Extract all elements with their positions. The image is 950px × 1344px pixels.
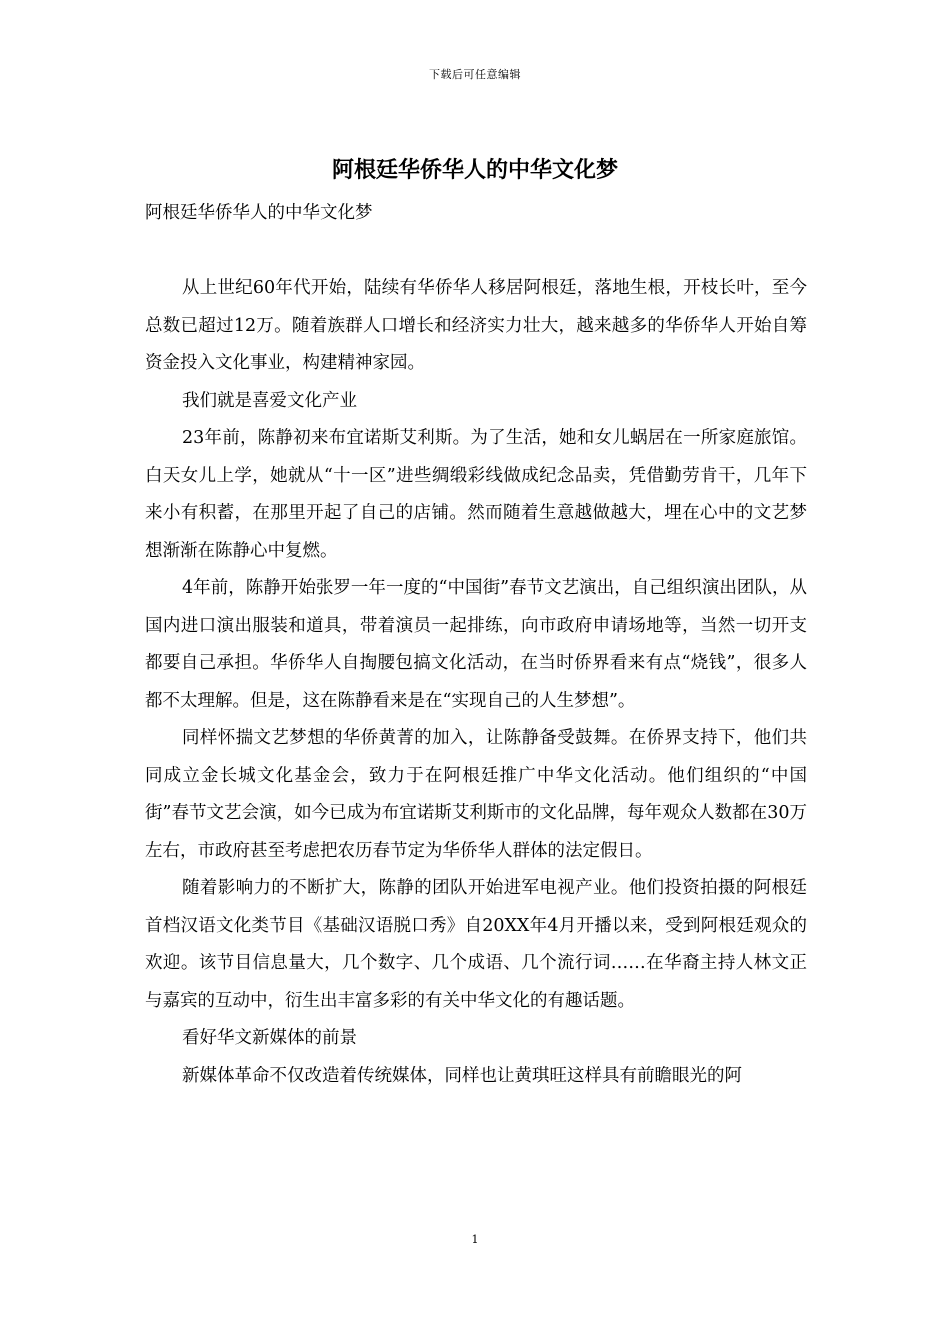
- blank-line: [145, 233, 807, 271]
- page-header-note: 下载后可任意编辑: [429, 68, 521, 81]
- body-paragraph: 23年前，陈静初来布宜诺斯艾利斯。为了生活，她和女儿蜗居在一所家庭旅馆。白天女儿上学，她就从“十一区”进些绸缎彩线做成纪念品卖，凭借勤劳肯干，几年下来小有积蓄，在那里开起了自己的店铺。然而随着生意越做越大，埋在心中的文艺梦想渐渐在陈静心中复燃。: [145, 428, 807, 561]
- body-paragraph: 4年前，陈静开始张罗一年一度的“中国街”春节文艺演出，自己组织演出团队，从国内进口演出服装和道具，带着演员一起排练，向市政府申请场地等，当然一切开支都要自己承担。华侨华人自掏腰包搞文化活动，在当时侨界看来有点“烧钱”，很多人都不太理解。但是，这在陈静看来是在“实现自己的人生梦想”。: [145, 578, 807, 711]
- document-title: 阿根廷华侨华人的中华文化梦: [331, 158, 618, 183]
- body-paragraph: 从上世纪60年代开始，陆续有华侨华人移居阿根廷，落地生根，开枝长叶，至今总数已超过12万。随着族群人口增长和经济实力壮大，越来越多的华侨华人开始自筹资金投入文化事业，构建精神家园。: [145, 278, 807, 373]
- body-paragraph: 新媒体革命不仅改造着传统媒体，同样也让黄琪旺这样具有前瞻眼光的阿: [182, 1065, 742, 1086]
- section-heading: 看好华文新媒体的前景: [182, 1028, 357, 1048]
- section-heading: 我们就是喜爱文化产业: [182, 390, 357, 411]
- page-number: 1: [471, 1233, 479, 1246]
- body-paragraph: 随着影响力的不断扩大，陈静的团队开始进军电视产业。他们投资拍摄的阿根廷首档汉语文化类节目《基础汉语脱口秀》自20XX年4月开播以来，受到阿根廷观众的欢迎。该节目信息量大，几个数字、几个成语、几个流行词……在华裔主持人林文正与嘉宾的互动中，衍生出丰富多彩的有关中华文化的有趣话题。: [145, 878, 807, 1011]
- document-body: [145, 195, 807, 1095]
- body-paragraph: 同样怀揣文艺梦想的华侨黄菁的加入，让陈静备受鼓舞。在侨界支持下，他们共同成立金长城文化基金会，致力于在阿根廷推广中华文化活动。他们组织的“中国街”春节文艺会演，如今已成为布宜诺斯艾利斯市的文化品牌，每年观众人数都在30万左右，市政府甚至考虑把农历春节定为华侨华人群体的法定假日。: [145, 728, 807, 861]
- subtitle-line: 阿根廷华侨华人的中华文化梦: [145, 203, 373, 223]
